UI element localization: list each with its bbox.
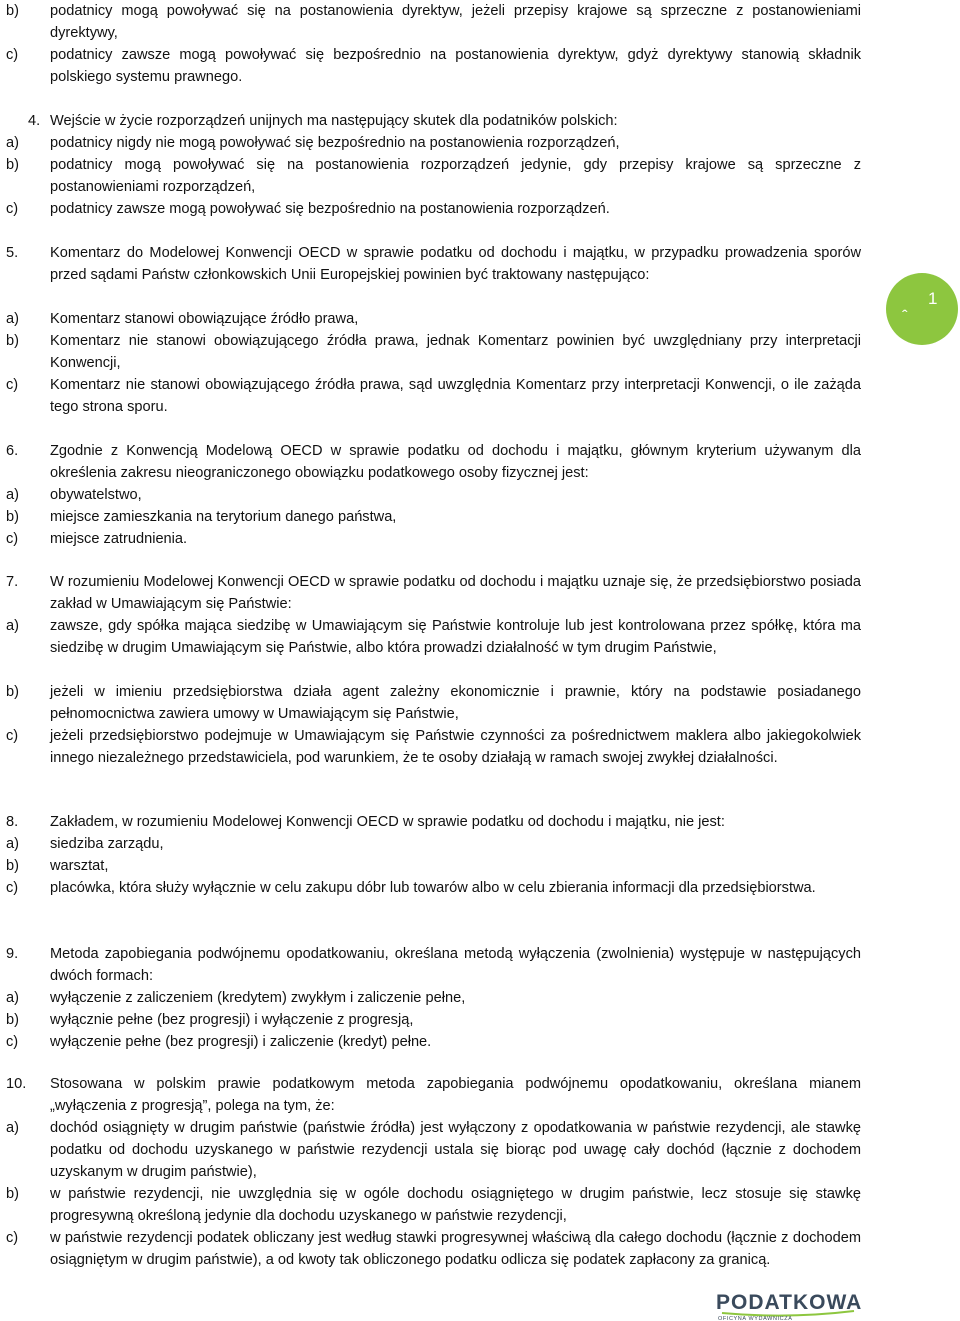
question-text: Komentarz do Modelowej Konwencji OECD w sprawie podatku od dochodu i majątku, w przypadku prowadzenia sporów przed sądami Państw członkowskich Unii Europejskiej powinien być traktowany następująco:	[50, 245, 861, 283]
option-b	[6, 1009, 861, 1031]
option-a	[6, 132, 861, 154]
option-text: dochód osiągnięty w drugim państwie (państwie źródła) jest wyłączony z opodatkowania w państwie rezydencji, ale stawkę podatku od dochodu uzyskanego w państwie rezydencji ustala się biorąc pod uwagę cały dochód (łącznie z dochodem uzyskanym w drugim państwie),	[50, 1120, 861, 1180]
option-c	[6, 877, 861, 899]
option-text: jeżeli w imieniu przedsiębiorstwa działa agent zależny ekonomicznie i prawnie, który na podstawie posiadanego pełnomocnictwa zawiera umowy w Umawiającym się Państwie,	[50, 684, 861, 722]
option-text: w państwie rezydencji podatek obliczany jest według stawki progresywnej właściwą dla całego dochodu (łącznie z dochodem osiągniętym w drugim państwie), a od kwoty tak obliczonego podatku odlicza się podatek zapłacony za granicą.	[50, 1230, 861, 1268]
option-a	[6, 484, 861, 506]
question-number: 8.	[6, 814, 19, 830]
option-label: a)	[6, 311, 19, 327]
page-number-badge	[886, 273, 958, 345]
option-b	[6, 0, 861, 44]
option-text: warsztat,	[50, 858, 109, 874]
option-a	[6, 308, 861, 330]
option-label: c)	[6, 377, 19, 393]
option-label: c)	[6, 47, 19, 63]
option-c	[6, 528, 861, 550]
svg-text:OFICYNA WYDAWNICZA: OFICYNA WYDAWNICZA	[718, 1316, 793, 1321]
option-label: b)	[6, 157, 19, 173]
option-c	[6, 44, 861, 88]
option-text: Komentarz stanowi obowiązujące źródło prawa,	[50, 311, 359, 327]
option-b	[6, 1183, 861, 1227]
option-text: miejsce zamieszkania na terytorium danego państwa,	[50, 509, 397, 525]
question-number: 5.	[6, 245, 19, 261]
option-label: c)	[6, 531, 19, 547]
option-label: c)	[6, 1034, 19, 1050]
option-a	[6, 615, 861, 659]
option-label: a)	[6, 990, 19, 1006]
question-7	[6, 571, 861, 615]
option-b	[6, 681, 861, 725]
question-number: 9.	[6, 946, 19, 962]
question-number: 6.	[6, 443, 19, 459]
option-text: podatnicy nigdy nie mogą powoływać się bezpośrednio na postanowienia rozporządzeń,	[50, 135, 620, 151]
question-8	[6, 811, 861, 833]
option-text: siedziba zarządu,	[50, 836, 164, 852]
question-number: 7.	[6, 574, 19, 590]
option-text: wyłącznie pełne (bez progresji) i wyłączenie z progresją,	[50, 1012, 414, 1028]
option-text: wyłączenie z zaliczeniem (kredytem) zwykłym i zaliczenie pełne,	[50, 990, 466, 1006]
option-text: zawsze, gdy spółka mająca siedzibę w Umawiającym się Państwie kontroluje lub jest kontrolowana przez spółkę, która ma siedzibę w drugim Umawiającym się Państwie, albo która prowadzi działalność w tym drugim Państwie,	[50, 618, 861, 656]
option-text: miejsce zatrudnienia.	[50, 531, 188, 547]
publisher-logo	[714, 1287, 862, 1321]
option-label: b)	[6, 333, 19, 349]
option-text: Komentarz nie stanowi obowiązującego źródła prawa, jednak Komentarz powinien być uwzględniany przy interpretacji Konwencji,	[50, 333, 861, 371]
question-5	[6, 242, 861, 286]
option-b	[6, 855, 861, 877]
option-label: c)	[6, 728, 19, 744]
option-c	[6, 1227, 861, 1271]
question-text: Stosowana w polskim prawie podatkowym metoda zapobiegania podwójnemu opodatkowaniu, określana mianem „wyłączenia z progresją”, polega na tym, że:	[50, 1076, 861, 1114]
option-b	[6, 506, 861, 528]
option-text: jeżeli przedsiębiorstwo podejmuje w Umawiającym się Państwie czynności za pośrednictwem maklera albo jakiegokolwiek innego niezależnego przedstawiciela, pod warunkiem, że te osoby działają w ramach swojej zwykłej działalności.	[50, 728, 861, 766]
question-6	[6, 440, 861, 484]
option-b	[6, 154, 861, 198]
option-text: obywatelstwo,	[50, 487, 142, 503]
option-text: podatnicy zawsze mogą powoływać się bezpośrednio na postanowienia rozporządzeń.	[50, 201, 610, 217]
option-c	[6, 374, 861, 418]
option-text: Komentarz nie stanowi obowiązującego źródła prawa, sąd uwzględnia Komentarz przy interpretacji Konwencji, o ile zażąda tego strona sporu.	[50, 377, 861, 415]
question-text: Wejście w życie rozporządzeń unijnych ma następujący skutek dla podatników polskich:	[50, 113, 618, 129]
option-text: placówka, która służy wyłącznie w celu zakupu dóbr lub towarów albo w celu zbierania informacji dla przedsiębiorstwa.	[50, 880, 816, 896]
option-label: a)	[6, 836, 19, 852]
option-label: c)	[6, 1230, 19, 1246]
option-text: w państwie rezydencji, nie uwzględnia się w ogóle dochodu osiągniętego w drugim państwie, lecz stosuje się stawkę progresywną określoną jedynie dla dochodu uzyskanego w państwie rezydencji,	[50, 1186, 861, 1224]
option-a	[6, 1117, 861, 1183]
option-text: wyłączenie pełne (bez progresji) i zaliczenie (kredyt) pełne.	[50, 1034, 432, 1050]
option-text: podatnicy mogą powoływać się na postanowienia rozporządzeń jedynie, gdy przepisy krajowe są sprzeczne z postanowieniami rozporządzeń,	[50, 157, 861, 195]
question-text: Zgodnie z Konwencją Modelową OECD w sprawie podatku od dochodu i majątku, głównym kryterium używanym dla określenia zakresu nieograniczonego obowiązku podatkowego osoby fizycznej jest:	[50, 443, 861, 481]
option-c	[6, 725, 861, 769]
option-label: a)	[6, 618, 19, 634]
question-number: 4.	[28, 113, 41, 129]
option-label: b)	[6, 684, 19, 700]
option-label: b)	[6, 509, 19, 525]
option-label: b)	[6, 1186, 19, 1202]
option-label: c)	[6, 880, 19, 896]
option-c	[6, 1031, 861, 1053]
option-label: b)	[6, 3, 19, 19]
option-a	[6, 987, 861, 1009]
page-number: 1	[928, 289, 938, 308]
question-text: W rozumieniu Modelowej Konwencji OECD w sprawie podatku od dochodu i majątku uznaje się, że przedsiębiorstwo posiada zakład w Umawiającym się Państwie:	[50, 574, 861, 612]
question-text: Zakładem, w rozumieniu Modelowej Konwencji OECD w sprawie podatku od dochodu i majątku, nie jest:	[50, 814, 725, 830]
option-label: a)	[6, 1120, 19, 1136]
publisher-logo-graphic	[714, 1287, 862, 1321]
option-text: podatnicy zawsze mogą powoływać się bezpośrednio na postanowienia dyrektyw, gdyż dyrektywy stanowią składnik polskiego systemu prawnego.	[50, 47, 861, 85]
option-label: a)	[6, 487, 19, 503]
option-a	[6, 833, 861, 855]
page-number-glyph: ˆ	[902, 307, 908, 326]
question-4	[28, 110, 861, 132]
option-label: b)	[6, 1012, 19, 1028]
option-label: a)	[6, 135, 19, 151]
option-c	[6, 198, 861, 220]
question-text: Metoda zapobiegania podwójnemu opodatkowaniu, określana metodą wyłączenia (zwolnienia) występuje w następujących dwóch formach:	[50, 946, 861, 984]
option-label: c)	[6, 201, 19, 217]
option-label: b)	[6, 858, 19, 874]
question-number: 10.	[6, 1076, 27, 1092]
option-text: podatnicy mogą powoływać się na postanowienia dyrektyw, jeżeli przepisy krajowe są sprzeczne z postanowieniami dyrektywy,	[50, 3, 861, 41]
svg-text:PODATKOWA: PODATKOWA	[716, 1291, 862, 1314]
question-9	[6, 943, 861, 987]
question-10	[6, 1073, 861, 1117]
option-b	[6, 330, 861, 374]
